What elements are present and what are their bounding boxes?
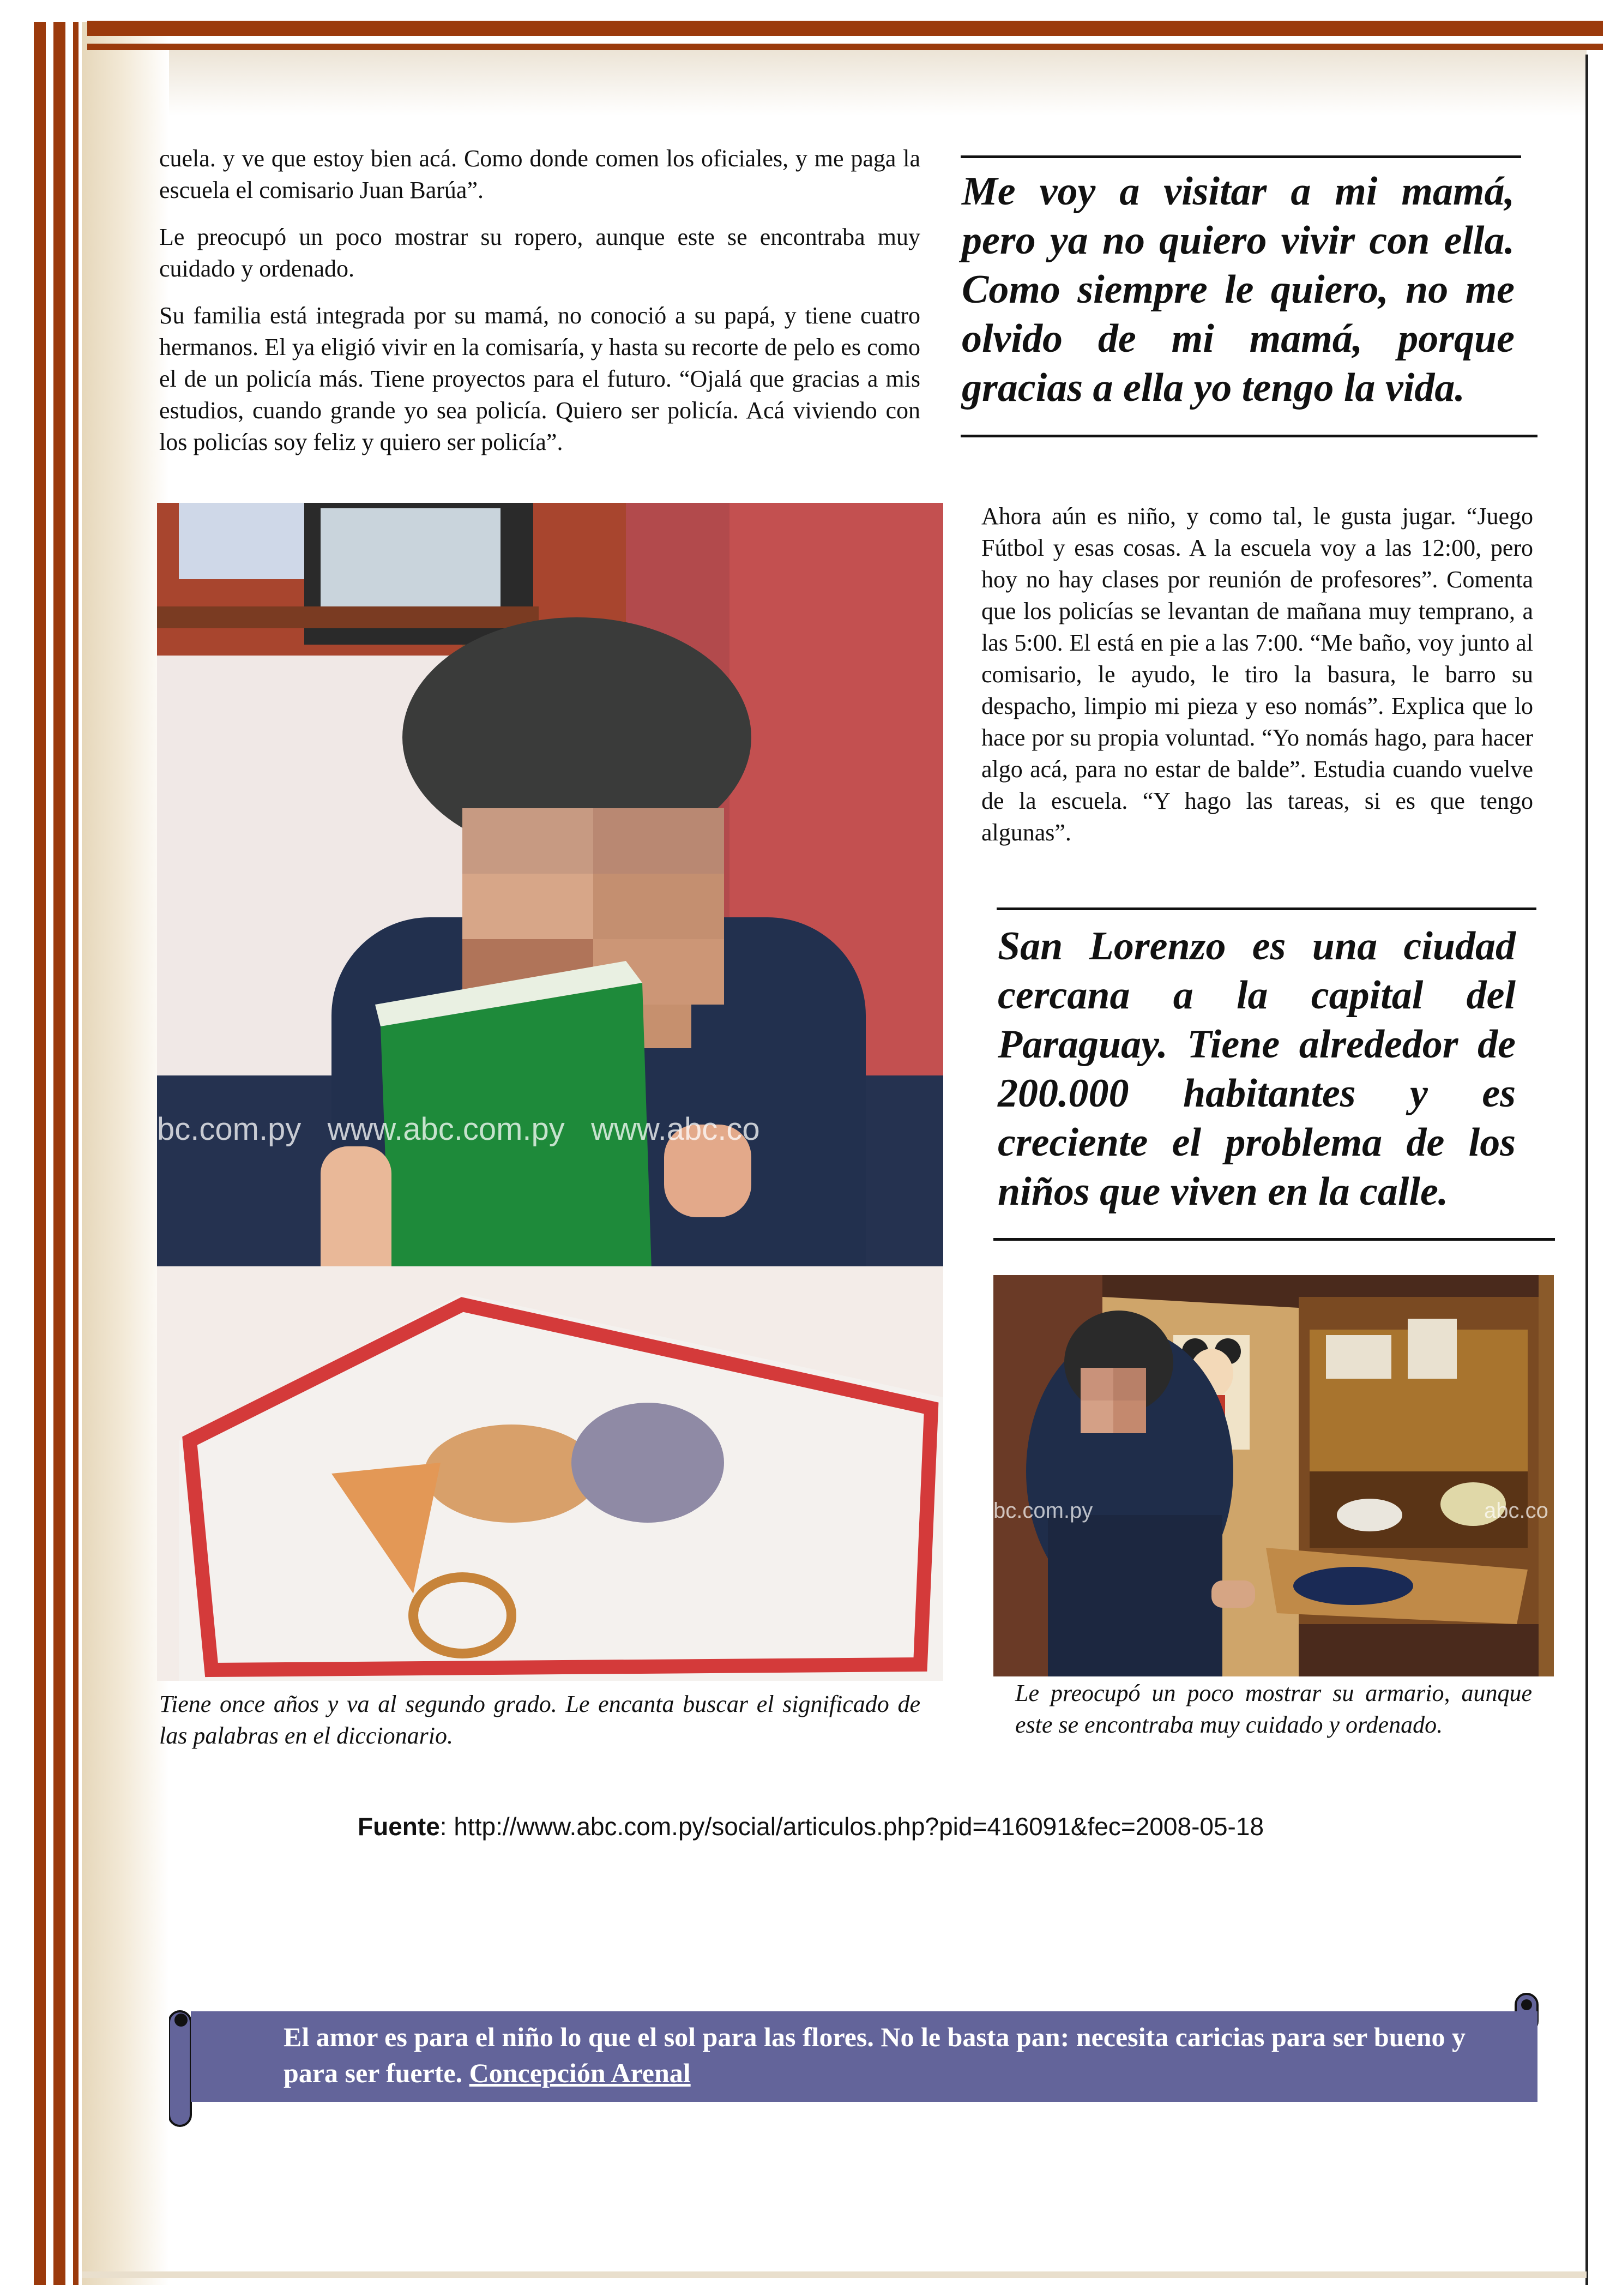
banner-author-link[interactable]: Concepción Arenal (469, 2058, 691, 2088)
photo-watermark: bc.com.py (993, 1499, 1093, 1523)
top-border-bar (87, 44, 1603, 50)
photo-watermark: abc.co (1484, 1499, 1548, 1523)
left-page-gradient (82, 22, 169, 2285)
paragraph: Le preocupó un poco mostrar su ropero, aunque este se encontraba muy cuidado y ordenado. (159, 224, 920, 282)
paragraph: Su familia está integrada por su mamá, no conoció a su papá, y tiene cuatro hermanos. El ya eligió vivir en la comisaría, y hasta su recorte de pelo es como el de un policía más. Tiene proyectos para el futuro. “Ojalá que gracias a mis estudios, cuando grande yo sea policía. Quiero ser policía. Acá viviendo con los policías soy feliz y quiero ser policía”. (159, 302, 920, 455)
quote-rule-bottom (993, 1238, 1555, 1241)
source-url[interactable]: http://www.abc.com.py/social/articulos.php?pid=416091&fec=2008-05-18 (454, 1812, 1264, 1841)
photo-watermark: bc.com.py www.abc.com.py www.abc.co (157, 1111, 760, 1147)
left-column (159, 143, 920, 458)
bottom-border-strip (82, 2271, 1587, 2278)
paragraph: cuela. y ve que estoy bien acá. Como donde comen los oficiales, y me paga la escuela el comisario Juan Barúa”. (159, 145, 920, 203)
left-border-bar (34, 22, 46, 2285)
pull-quote: Me voy a visitar a mi mamá, pero ya no quiero vivir con ella. Como siempre le quiero, no me olvido de mi mamá, porque gracias a ella yo tengo la vida. (962, 169, 1515, 410)
source-line (358, 1812, 1264, 1841)
source-separator: : (439, 1812, 454, 1841)
quote-rule-top (997, 907, 1536, 910)
right-border-rule (1585, 55, 1588, 2285)
source-label: Fuente (358, 1812, 440, 1841)
banner-quote (284, 2019, 1494, 2091)
quote-rule-top (961, 155, 1521, 158)
left-border-bar (73, 22, 79, 2285)
photo-caption: Le preocupó un poco mostrar su armario, aunque este se encontraba muy cuidado y ordenado. (1015, 1680, 1532, 1738)
top-page-gradient (169, 50, 1587, 116)
paragraph: Ahora aún es niño, y como tal, le gusta jugar. “Juego Fútbol y esas cosas. A la escuela voy a las 12:00, pero hoy no hay clases por reunión de profesores”. Comenta que los policías se levantan de mañana muy temprano, a las 5:00. El está en pie a las 7:00. “Me baño, voy junto al comisario, le ayudo, le tiro la basura, le barro su despacho, limpio mi pieza y eso nomás”. Explica que lo hace por su propia voluntad. “Yo nomás hago, para hacer algo acá, para no estar de balde”. Estudia cuando vuelve de la escuela. “Y hago las tareas, si es que tengo algunas”. (981, 503, 1533, 846)
photo-caption: Tiene once años y va al segundo grado. Le encanta buscar el significado de las palabras en el diccionario. (159, 1691, 920, 1749)
left-border-bar (53, 22, 65, 2285)
right-column (981, 501, 1533, 849)
photo-boy-at-cabinet (993, 1275, 1554, 1676)
photo-boy-with-dictionary (157, 503, 943, 1681)
pull-quote: San Lorenzo es una ciudad cercana a la capital del Paraguay. Tiene alrededor de 200.000 habitantes y es creciente el problema de los niños que viven en la calle. (998, 924, 1516, 1214)
top-border-bar (87, 21, 1603, 36)
banner-quote-text: El amor es para el niño lo que el sol para las flores. No le basta pan: necesita caricias para ser bueno y para ser fuerte. (284, 2022, 1466, 2088)
quote-rule-bottom (961, 435, 1537, 437)
